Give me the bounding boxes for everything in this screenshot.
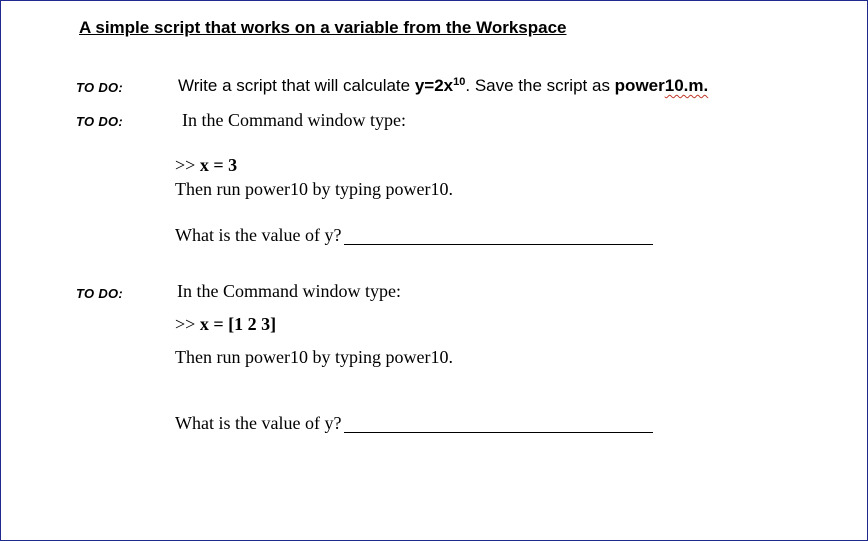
todo-label-1: TO DO: xyxy=(76,80,124,95)
task2-question: What is the value of y? xyxy=(175,225,342,245)
task3-command: x = [1 2 3] xyxy=(199,314,277,334)
task1-equation-exponent: 10 xyxy=(453,76,466,88)
task1-prefix: Write a script that will calculate xyxy=(178,76,415,95)
task3-answer-blank xyxy=(344,416,653,433)
task1-mid: . Save the script as xyxy=(465,76,615,95)
task1-text xyxy=(178,76,708,96)
todo-label-2: TO DO: xyxy=(76,114,124,129)
page-title: A simple script that works on a variable from the Workspace xyxy=(79,18,567,37)
task1-filename xyxy=(615,76,709,95)
task2-command-line xyxy=(175,155,237,176)
task1-filename-a: power xyxy=(614,76,665,95)
task2-prompt: >> xyxy=(175,155,200,175)
task3-prompt: >> xyxy=(175,314,200,334)
task3-instruction: In the Command window type: xyxy=(177,281,401,301)
task2-command: x = 3 xyxy=(199,155,238,175)
task1-equation-main: y=2x xyxy=(414,76,454,95)
todo-label-3: TO DO: xyxy=(76,286,124,301)
task1-filename-b: 10.m. xyxy=(664,76,709,95)
task3-question-line xyxy=(175,413,653,434)
task3-command-line xyxy=(175,314,276,335)
task1-equation xyxy=(415,76,466,95)
task3-run-line: Then run power10 by typing power10. xyxy=(175,347,453,367)
task2-run-line: Then run power10 by typing power10. xyxy=(175,179,453,199)
task3-question: What is the value of y? xyxy=(175,413,342,433)
task2-instruction: In the Command window type: xyxy=(182,110,406,130)
task2-question-line xyxy=(175,225,653,246)
task2-answer-blank xyxy=(344,228,653,245)
